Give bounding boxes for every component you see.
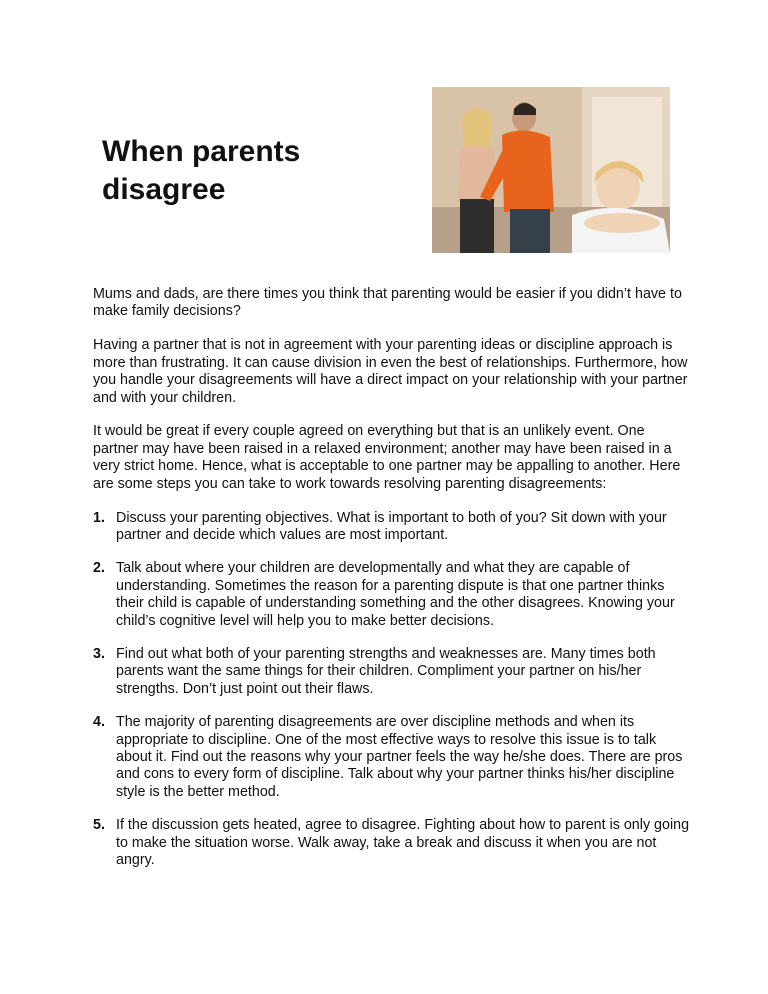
article-body <box>93 286 693 885</box>
header-photo <box>432 87 670 253</box>
step-text: Find out what both of your parenting strengths and weaknesses are. Many times both parents want the same things for their children. Compliment your partner on his/her strengths. Don’t just point out their flaws. <box>116 646 656 697</box>
paragraph: Having a partner that is not in agreement with your parenting ideas or discipline approach is more than frustrating. It can cause division in even the best of relationships. Furthermore, how you handle your disagreements will have a direct impact on your relationship with your partner and with your children. <box>93 337 688 406</box>
step-item <box>93 714 693 801</box>
step-item <box>93 510 693 545</box>
step-text: If the discussion gets heated, agree to disagree. Fighting about how to parent is only going to make the situation worse. Walk away, take a break and discuss it when you are not angry. <box>116 817 690 869</box>
steps-list <box>93 510 693 870</box>
arguing-parents-photo <box>432 87 670 253</box>
step-text: Discuss your parenting objectives. What is important to both of you? Sit down with your partner and decide which values are most important. <box>116 509 667 543</box>
step-text: Talk about where your children are developmentally and what they are capable of understanding. Sometimes the reason for a parenting dispute is that one partner thinks their child is capable of understanding something and the other disagrees. Knowing your child’s cognitive level will help you to make better decisions. <box>116 560 675 629</box>
step-number: 4. <box>93 714 105 731</box>
step-number: 1. <box>93 509 105 526</box>
step-number: 3. <box>93 646 105 662</box>
title-line-2: disagree <box>102 173 226 206</box>
page-title <box>102 133 402 209</box>
step-item <box>93 817 693 869</box>
paragraph: It would be great if every couple agreed on everything but that is an unlikely event. One partner may have been raised in a relaxed environment; another may have been raised in a very strict home. Hence, what is acceptable to one partner may be appalling to another. Here are some steps you can take to work towards resolving parenting disagreements: <box>93 423 681 492</box>
step-item <box>93 646 693 698</box>
title-line-1: When parents <box>102 135 301 168</box>
step-text: The majority of parenting disagreements are over discipline methods and when its appropriate to discipline. One of the most effective ways to resolve this issue is to talk about it. Find out the reasons why your partner feels the way he/she does. There are pros and cons to every form of discipline. Talk about why your partner thinks his/her discipline style is the better method. <box>116 714 683 800</box>
step-item <box>93 560 693 630</box>
paragraph: Mums and dads, are there times you think that parenting would be easier if you didn’t have to make family decisions? <box>93 286 682 320</box>
step-number: 5. <box>93 817 105 834</box>
step-number: 2. <box>93 560 105 577</box>
